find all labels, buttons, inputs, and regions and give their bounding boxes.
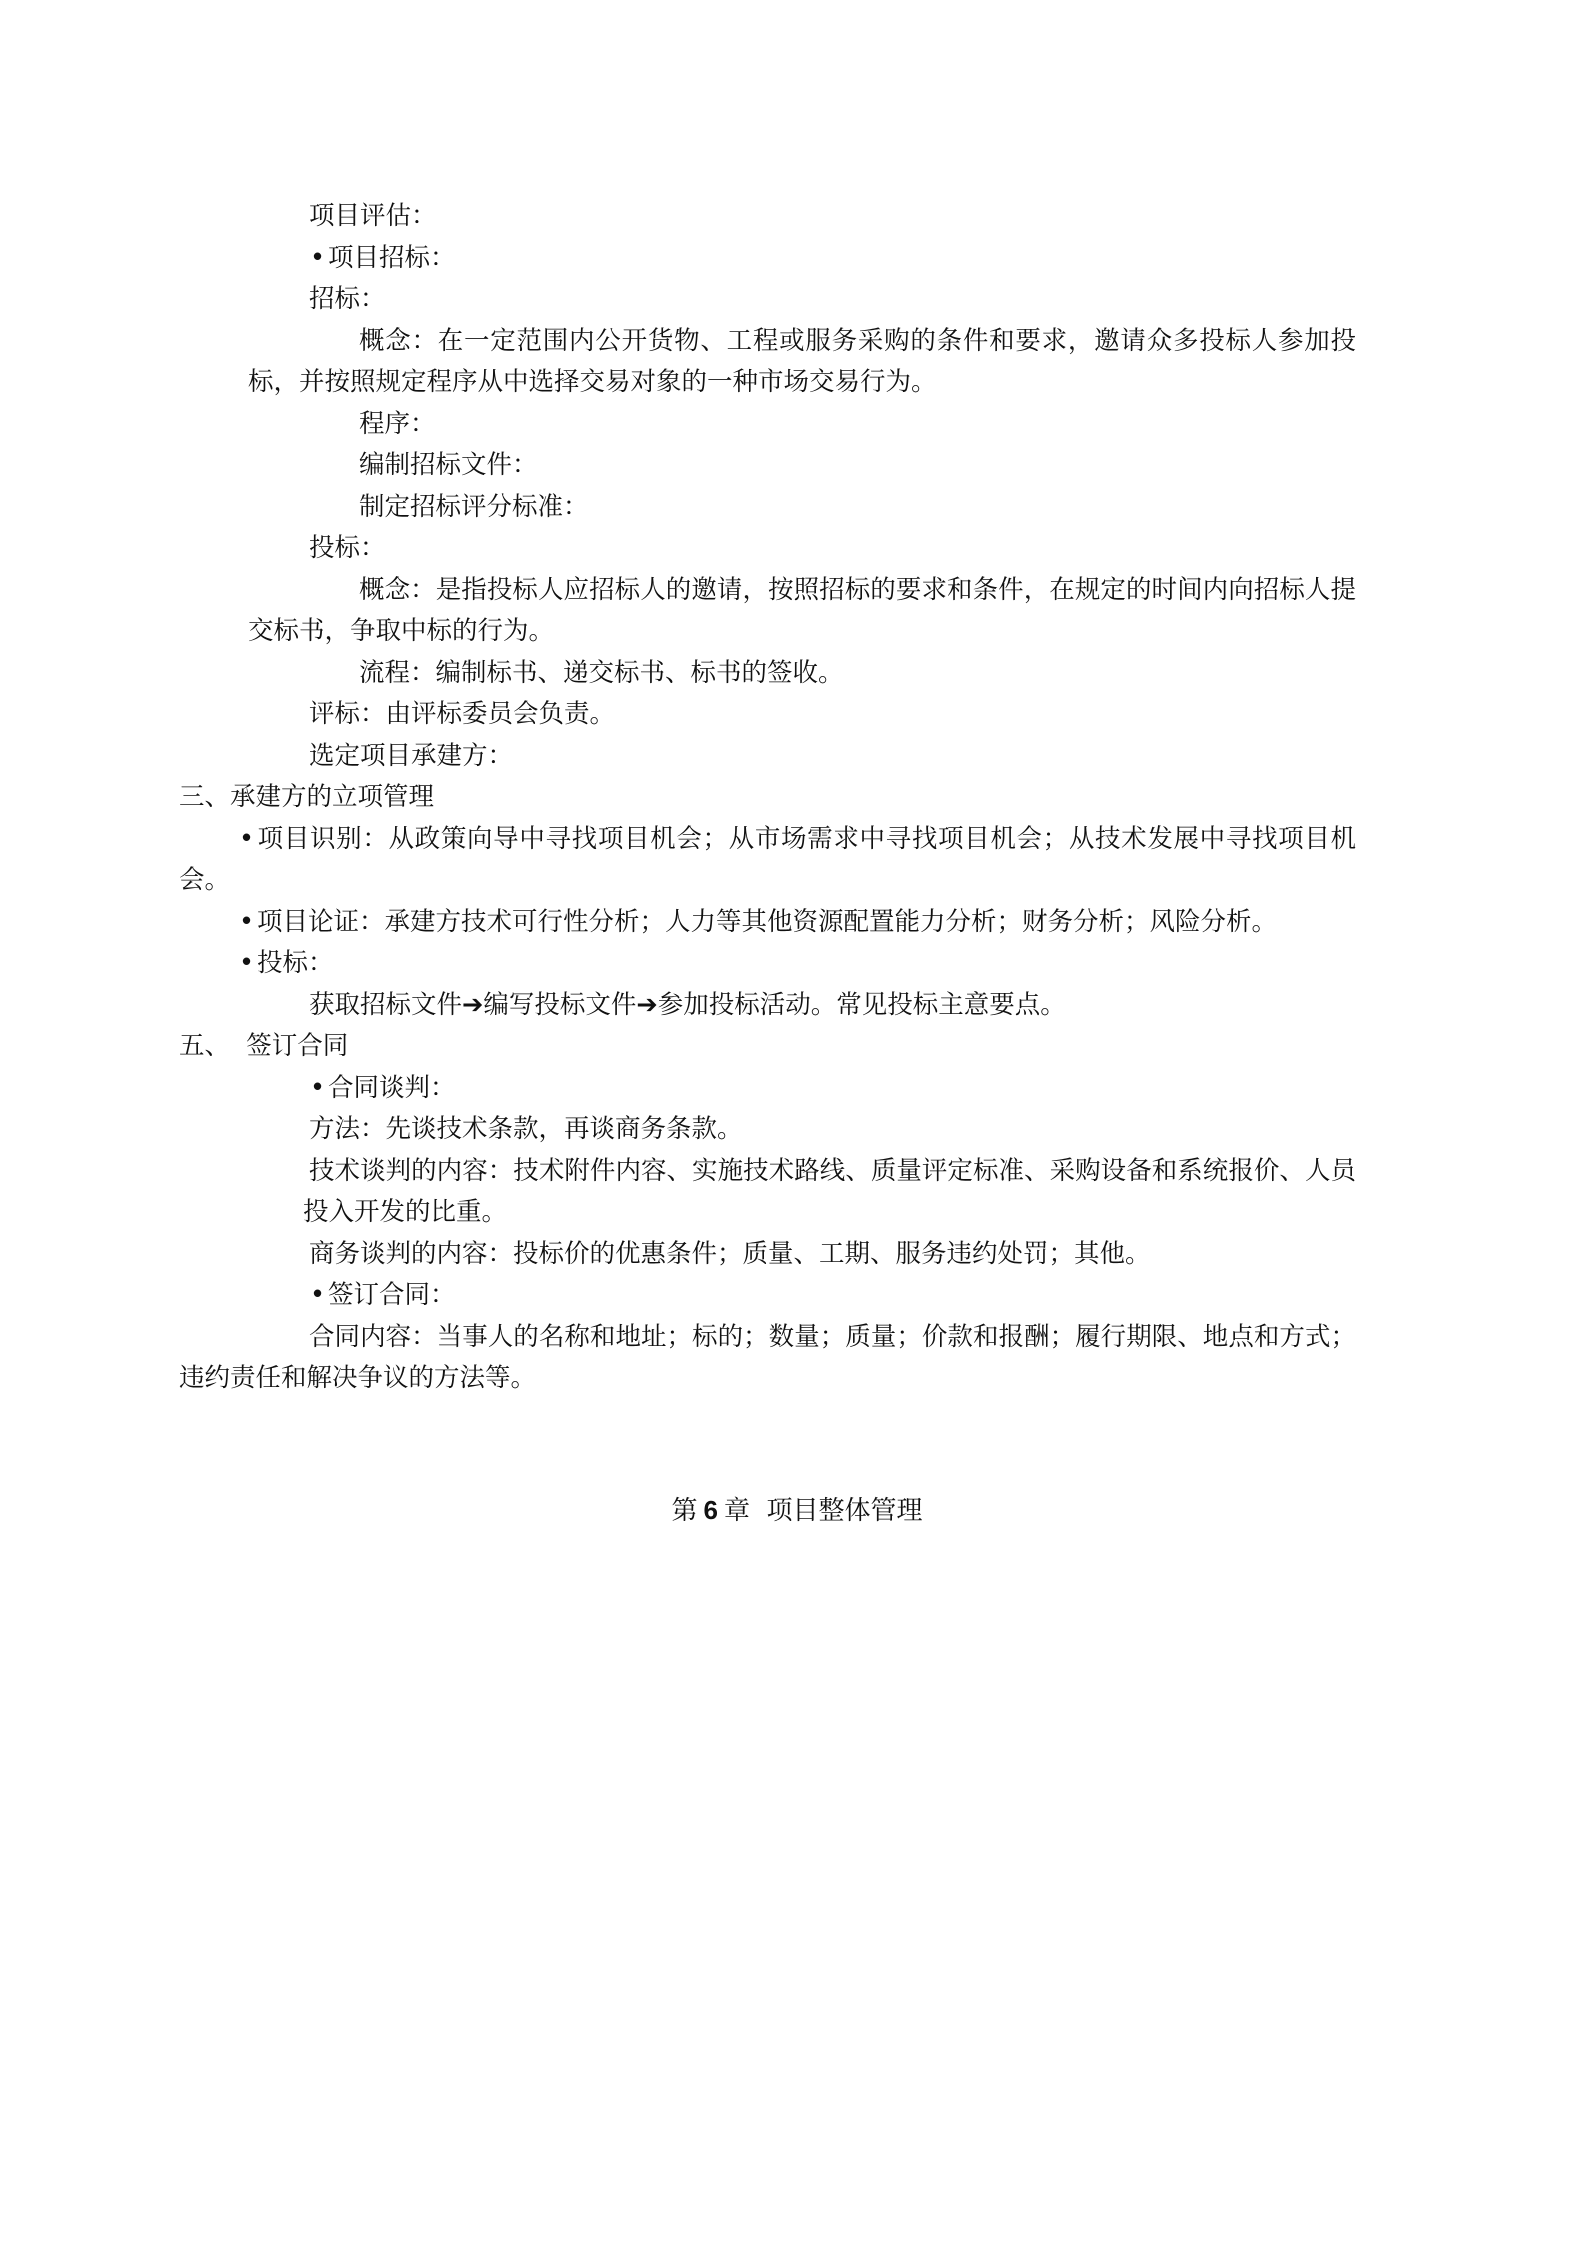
bullet-paragraph	[179, 902, 1356, 944]
line-text: 合同谈判：	[328, 1072, 456, 1103]
line-text: 制定招标评分标准：	[359, 491, 589, 522]
bullet-icon: •	[310, 242, 326, 273]
line-text: 流程：编制标书、递交标书、标书的签收。	[359, 657, 844, 688]
line-text: 编写投标文件	[483, 989, 637, 1020]
paragraph-text: 概念：在一定范围内公开货物、工程或服务采购的条件和要求，邀请众多投标人参加投标，并按照规定程序从中选择交易对象的一种市场交易行为。	[248, 325, 1356, 397]
text-line	[248, 736, 1356, 778]
bullet-icon: •	[239, 948, 255, 978]
paragraph-text: 合同内容：当事人的名称和地址；标的；数量；质量；价款和报酬；履行期限、地点和方式；违约责任和解决争议的方法等。	[179, 1321, 1356, 1393]
text-line	[248, 528, 1356, 570]
bullet-item	[248, 1275, 1356, 1317]
section-heading	[179, 1026, 1356, 1068]
line-text: 项目招标：	[328, 242, 456, 273]
heading-text: 五、 签订合同	[179, 1031, 349, 1061]
text-line	[248, 653, 1356, 695]
section-heading	[179, 777, 1356, 819]
line-text: 商务谈判的内容：投标价的优惠条件；质量、工期、服务违约处罚；其他。	[309, 1238, 1151, 1269]
line-text: 参加投标活动。常见投标主意要点。	[657, 989, 1066, 1020]
chapter-number: 6	[703, 1495, 718, 1525]
bullet-item	[239, 943, 1356, 985]
bullet-item	[248, 1068, 1356, 1110]
line-text: 招标：	[309, 284, 386, 314]
text-line	[248, 1109, 1356, 1151]
paragraph-text: 项目识别：从政策向导中寻找项目机会；从市场需求中寻找项目机会；从技术发展中寻找项目机会。	[179, 823, 1356, 895]
line-text: 投标：	[309, 533, 386, 563]
chapter-heading	[0, 1490, 1594, 1531]
line-text: 程序：	[359, 408, 436, 439]
paragraph	[303, 1151, 1356, 1234]
paragraph-text: 技术谈判的内容：技术附件内容、实施技术路线、质量评定标准、采购设备和系统报价、人员投入开发的比重。	[303, 1155, 1356, 1227]
text-line	[248, 196, 1356, 238]
bullet-icon: •	[239, 823, 255, 854]
line-text: 编制招标文件：	[359, 450, 538, 480]
bullet-icon: •	[310, 1072, 326, 1103]
chapter-prefix: 第	[671, 1496, 698, 1526]
arrow-icon: ➔	[462, 989, 484, 1020]
text-line	[248, 985, 1356, 1027]
bullet-icon: •	[239, 906, 255, 937]
text-line	[248, 487, 1356, 529]
paragraph-text: 概念：是指投标人应招标人的邀请，按照招标的要求和条件，在规定的时间内向招标人提交标书，争取中标的行为。	[248, 574, 1356, 646]
line-text: 投标：	[257, 948, 334, 978]
text-line	[248, 445, 1356, 487]
document-body	[179, 196, 1356, 1400]
line-text: 评标：由评标委员会负责。	[309, 699, 616, 729]
line-text: 选定项目承建方：	[309, 740, 514, 771]
line-text: 方法：先谈技术条款，再谈商务条款。	[309, 1114, 743, 1144]
paragraph	[248, 321, 1356, 404]
paragraph-text: 项目论证：承建方技术可行性分析；人力等其他资源配置能力分析；财务分析；风险分析。	[257, 906, 1278, 937]
text-line	[248, 694, 1356, 736]
paragraph	[179, 1317, 1356, 1400]
chapter-suffix: 章	[723, 1496, 750, 1526]
line-text: 项目评估：	[309, 201, 437, 231]
paragraph	[248, 570, 1356, 653]
bullet-paragraph	[179, 819, 1356, 902]
heading-text: 三、承建方的立项管理	[179, 782, 435, 812]
text-line	[248, 279, 1356, 321]
line-text: 获取招标文件	[309, 989, 463, 1020]
text-line	[248, 404, 1356, 446]
bullet-item	[248, 238, 1356, 280]
text-line	[248, 1234, 1356, 1276]
chapter-title: 项目整体管理	[766, 1496, 923, 1526]
arrow-icon: ➔	[636, 989, 658, 1020]
line-text: 签订合同：	[328, 1280, 456, 1310]
bullet-icon: •	[310, 1280, 326, 1310]
